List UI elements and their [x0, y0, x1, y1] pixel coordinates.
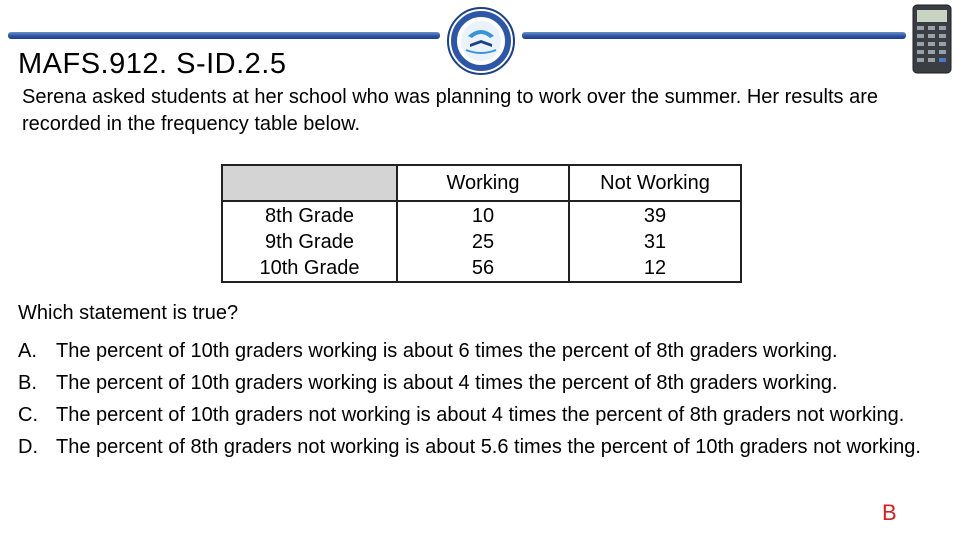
option-letter: A.: [18, 340, 37, 362]
question-text: Which statement is true?: [18, 302, 239, 324]
table-cell: 39: [643, 205, 667, 227]
working-column: [397, 201, 569, 282]
table-cell: 8th Grade: [265, 205, 354, 227]
option-letter: D.: [18, 436, 38, 458]
answer-options: [18, 338, 928, 466]
page-title: MAFS.912. S-ID.2.5: [18, 48, 287, 80]
table-cell: 9th Grade: [265, 231, 354, 253]
option-d[interactable]: [18, 434, 928, 460]
option-b[interactable]: [18, 370, 928, 396]
option-text: The percent of 8th graders not working is about 5.6 times the percent of 10th graders not working.: [56, 436, 921, 458]
option-text: The percent of 10th graders working is about 6 times the percent of 8th graders working.: [56, 340, 838, 362]
header-rule-left: [8, 32, 440, 39]
table-cell: 56: [471, 257, 495, 279]
table-header-cell: [222, 165, 397, 201]
option-a[interactable]: [18, 338, 928, 364]
option-text: The percent of 10th graders not working is about 4 times the percent of 8th graders not working.: [56, 404, 905, 426]
table-cell: 31: [643, 231, 667, 253]
table-cell: 10: [471, 205, 495, 227]
header-rule-right: [522, 32, 906, 39]
table-cell: 10th Grade: [259, 257, 360, 279]
table-cell: 12: [643, 257, 667, 279]
calculator-icon: [912, 4, 952, 74]
grade-column: [222, 201, 397, 282]
option-text: The percent of 10th graders working is about 4 times the percent of 8th graders working.: [56, 372, 838, 394]
answer-key: B: [882, 500, 897, 525]
problem-intro: Serena asked students at her school who was planning to work over the summer. Her results are recorded in the frequency table below.: [22, 86, 878, 135]
school-district-seal-icon: [446, 6, 516, 76]
frequency-table: [221, 164, 742, 283]
not-working-column: [569, 201, 741, 282]
option-letter: B.: [18, 372, 37, 394]
table-header-cell: Working: [397, 165, 569, 201]
table-body-row: [222, 201, 741, 282]
option-letter: C.: [18, 404, 38, 426]
table-header-row: [222, 165, 741, 201]
option-c[interactable]: [18, 402, 928, 428]
table-cell: 25: [471, 231, 495, 253]
table-header-cell: Not Working: [569, 165, 741, 201]
